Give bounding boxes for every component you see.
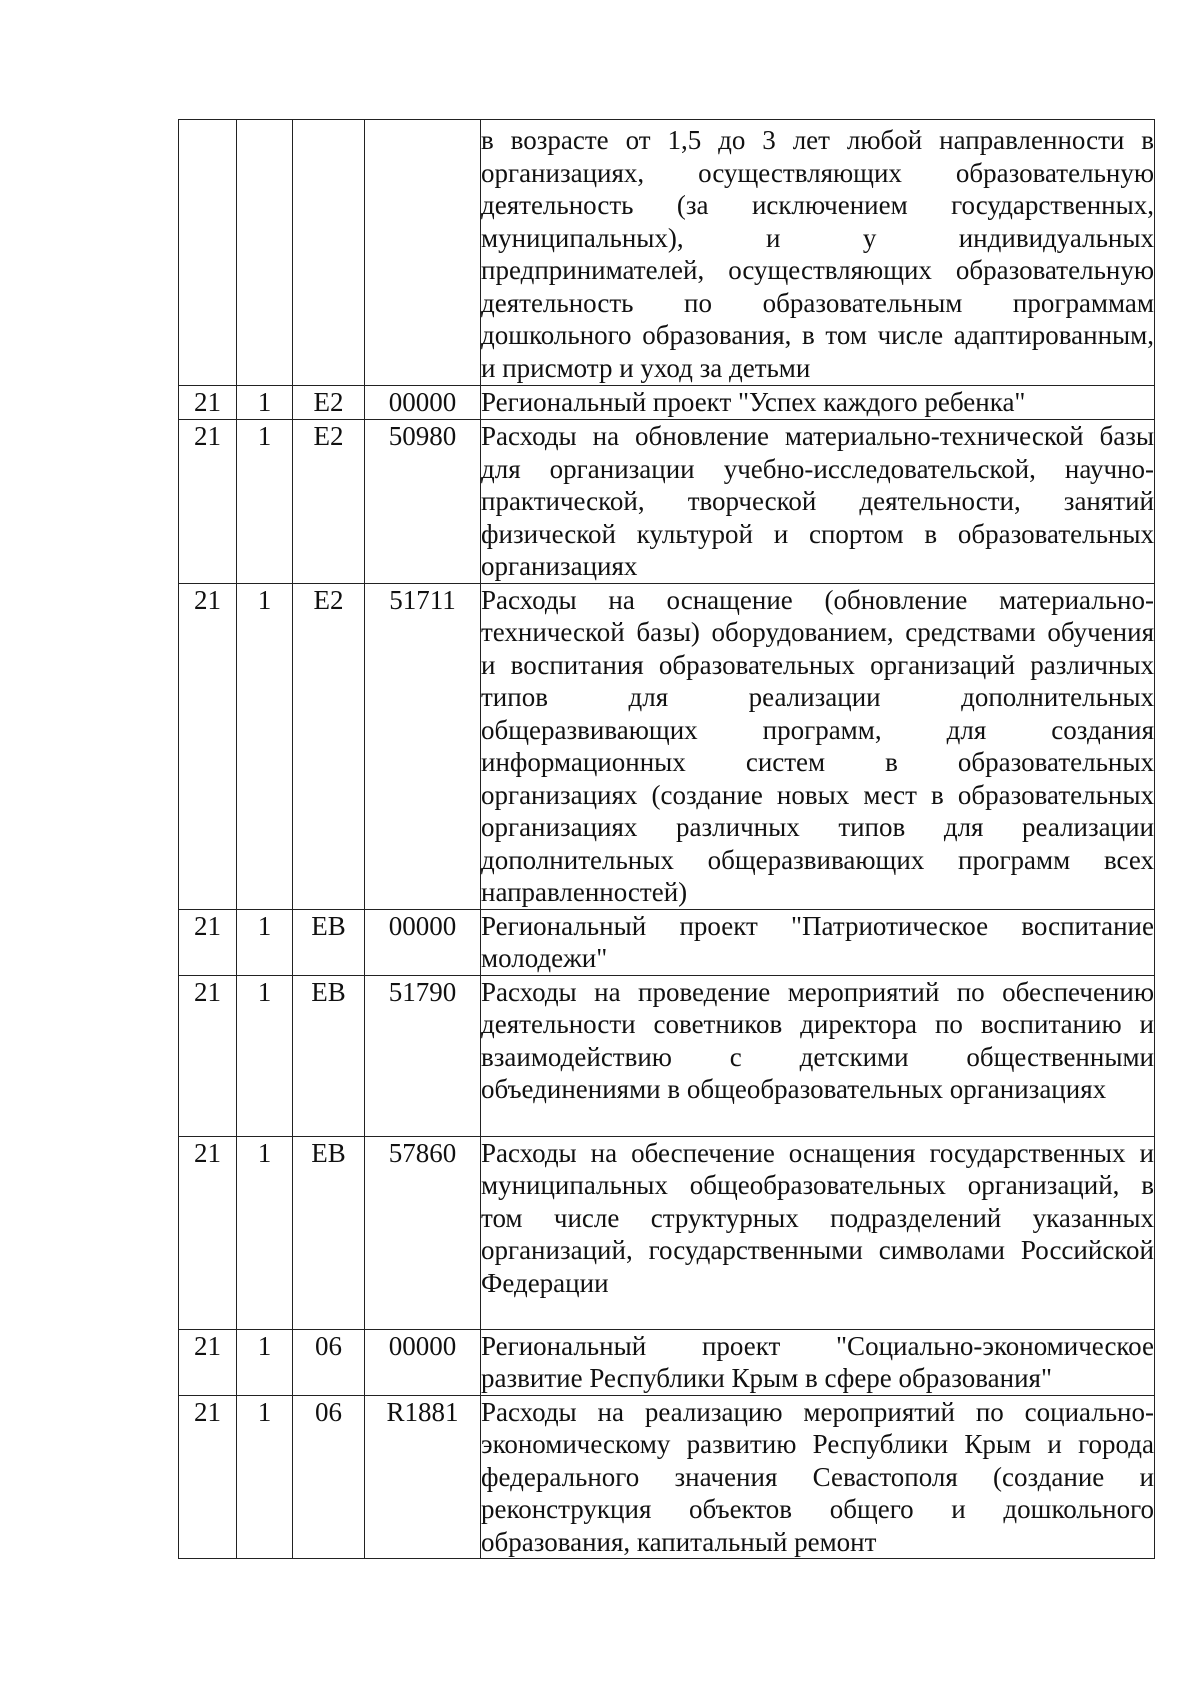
expense-code-cell: 50980 xyxy=(365,420,481,584)
table-row xyxy=(179,583,1155,909)
document-page xyxy=(178,119,1154,1559)
project-code-cell: Е2 xyxy=(293,420,365,584)
program-code-cell: 21 xyxy=(179,975,237,1136)
description-cell: Региональный проект "Патриотическое воспитание молодежи" xyxy=(481,910,1154,973)
program-code-cell: 21 xyxy=(179,909,237,975)
project-code-cell: ЕВ xyxy=(293,975,365,1136)
program-code-cell: 21 xyxy=(179,1136,237,1329)
table-row xyxy=(179,386,1155,420)
project-code-cell xyxy=(293,120,365,386)
subprogram-code-cell: 1 xyxy=(237,1395,293,1559)
table-row xyxy=(179,1395,1155,1559)
description-cell: Расходы на оснащение (обновление материально-технической базы) оборудованием, средствами обучения и воспитания образовательных организаций различных типов для реализации дополнительных общеразвивающих программ, для создания информационных систем в образовательных организациях (создание новых мест в образовательных организациях различных типов для реализации дополнительных общеразвивающих программ всех направленностей) xyxy=(481,584,1154,907)
table-row xyxy=(179,420,1155,584)
table-row xyxy=(179,909,1155,975)
program-code-cell: 21 xyxy=(179,1395,237,1559)
description-cell: Региональный проект "Успех каждого ребенка" xyxy=(481,386,1155,420)
project-code-cell: Е2 xyxy=(293,583,365,909)
subprogram-code-cell: 1 xyxy=(237,975,293,1136)
table-row xyxy=(179,120,1155,386)
budget-classification-table xyxy=(178,119,1155,1559)
expense-code-cell: 51711 xyxy=(365,583,481,909)
subprogram-code-cell: 1 xyxy=(237,909,293,975)
project-code-cell: ЕВ xyxy=(293,1136,365,1329)
description-cell: Расходы на обеспечение оснащения государственных и муниципальных общеобразовательных организаций, в том числе структурных подразделений указанных организаций, государственными символами Российской Федерации xyxy=(481,1136,1155,1329)
project-code-cell: Е2 xyxy=(293,386,365,420)
description-cell: Расходы на обновление материально-технической базы для организации учебно-исследовательской, научно-практической, творческой деятельности, занятий физической культурой и спортом в образовательных организациях xyxy=(481,421,1154,581)
expense-code-cell: 57860 xyxy=(365,1136,481,1329)
program-code-cell: 21 xyxy=(179,1329,237,1395)
expense-code-cell: 00000 xyxy=(365,1329,481,1395)
project-code-cell: ЕВ xyxy=(293,909,365,975)
expense-code-cell: 51790 xyxy=(365,975,481,1136)
subprogram-code-cell: 1 xyxy=(237,583,293,909)
program-code-cell: 21 xyxy=(179,583,237,909)
expense-code-cell xyxy=(365,120,481,386)
description-cell: Региональный проект "Социально-экономическое развитие Республики Крым в сфере образования" xyxy=(481,1330,1154,1393)
project-code-cell: 06 xyxy=(293,1395,365,1559)
description-cell: Расходы на реализацию мероприятий по социально-экономическому развитию Республики Крым и города федерального значения Севастополя (создание и реконструкция объектов общего и дошкольного образования, капитальный ремонт xyxy=(481,1396,1154,1557)
program-code-cell: 21 xyxy=(179,420,237,584)
subprogram-code-cell xyxy=(237,120,293,386)
subprogram-code-cell: 1 xyxy=(237,1136,293,1329)
program-code-cell xyxy=(179,120,237,386)
table-row xyxy=(179,975,1155,1136)
description-cell: в возрасте от 1,5 до 3 лет любой направленности в организациях, осуществляющих образовательную деятельность (за исключением государственных, муниципальных), и у индивидуальных предпринимателей, осуществляющих образовательную деятельность по образовательным программам дошкольного образования, в том числе адаптированным, и присмотр и уход за детьми xyxy=(481,120,1155,386)
subprogram-code-cell: 1 xyxy=(237,420,293,584)
program-code-cell: 21 xyxy=(179,386,237,420)
subprogram-code-cell: 1 xyxy=(237,1329,293,1395)
subprogram-code-cell: 1 xyxy=(237,386,293,420)
expense-code-cell: 00000 xyxy=(365,909,481,975)
table-row xyxy=(179,1329,1155,1395)
description-cell: Расходы на проведение мероприятий по обеспечению деятельности советников директора по воспитанию и взаимодействию с детскими общественными объединениями в общеобразовательных организациях xyxy=(481,975,1155,1136)
project-code-cell: 06 xyxy=(293,1329,365,1395)
expense-code-cell: 00000 xyxy=(365,386,481,420)
expense-code-cell: R1881 xyxy=(365,1395,481,1559)
table-row xyxy=(179,1136,1155,1329)
